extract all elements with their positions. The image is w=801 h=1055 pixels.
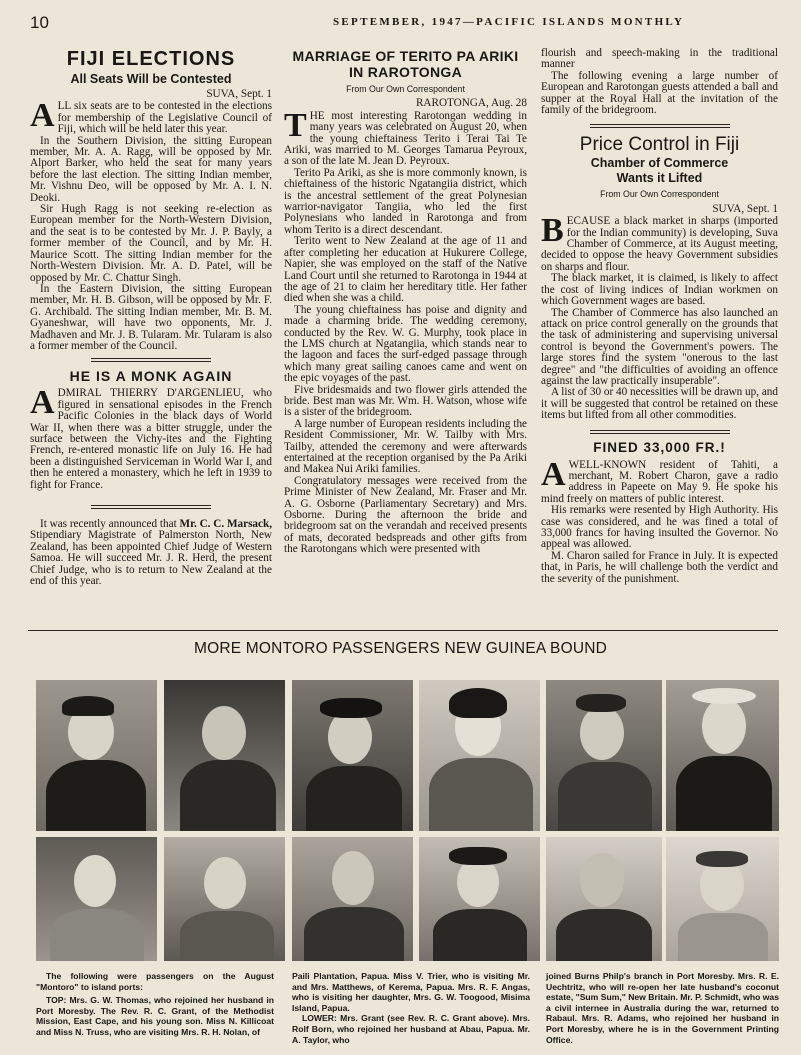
- dropcap: B: [541, 212, 564, 250]
- territo-para-2: Terito Pa Ariki, as she is more commonly known, is chieftainess of the historic Ngatangiia district, which is the ancestral settlement of the great Polynesian warrior-navigator Tangiia, who led the first Polynesians who landed in Rarotonga and from whom Terito is a direct descendant.: [284, 166, 527, 236]
- photo-mrs-grant: [36, 837, 157, 961]
- fiji-elections-dateline: SUVA, Sept. 1: [206, 88, 272, 100]
- column-middle: [284, 48, 527, 556]
- photo-miss-trier: [546, 680, 662, 831]
- territo-para-6: A large number of European residents including the Resident Commissioner, Mr. W. Tailby with Mrs. Tailby, attended the ceremony and were afterwards entertained at the reception organised by the Pa Ariki and Makea Nui Ariki families.: [284, 417, 527, 476]
- price-para-1: BECAUSE a black market in sharps (imported for the Indian community) is developing, Suva Chamber of Commerce, at its August meeting, decided to oppose the heavy Government subsidies on sharps and flour.: [541, 212, 778, 273]
- territo-correspondent: From Our Own Correspondent: [346, 84, 465, 94]
- photo-miss-truss: [419, 680, 540, 831]
- fined-para-3: M. Charon sailed for France in July. It is expected that, in Paris, he will challenge both the verdict and the severity of the punishment.: [541, 549, 778, 585]
- territo-para-5: Five bridesmaids and two flower girls attended the bride. Best man was Mr. Wm. H. Watson, whose wife is a sister of the bridegroom.: [284, 383, 527, 419]
- territo-para-9: The following evening a large number of European and Rarotongan guests attended a ball and supper at the Royal Hall at the invitation of the family of the bridegroom.: [541, 69, 778, 117]
- price-para-3: The Chamber of Commerce has also launched an attack on price control generally on the grounds that the task of administering and supervising universal control is beyond the Government's powers. The large stores find the system "onerous to the last degree" and "the difficulties of avoiding an offence against the law practically insuperable".: [541, 306, 778, 387]
- fined-title: FINED 33,000 FR.!: [593, 439, 726, 455]
- fiji-elections-para-1: ALL six seats are to be contested in the elections for membership of the Legislative Council of Fiji, which will be held later this year.: [30, 97, 272, 136]
- territo-para-4: The young chieftainess has poise and dignity and made a charming bride. The wedding ceremony, conducted by the Rev. W. G. Murphy, took place in the LMS church at Ngatangiia, which stands near to the lagoon and faces the surf-edged passage through which many great sailing canoes came and went on the epic voyages of the past.: [284, 303, 527, 385]
- territo-dateline: RAROTONGA, Aug. 28: [415, 97, 527, 110]
- price-title: Price Control in Fiji: [579, 134, 740, 156]
- price-subtitle-1: Chamber of Commerce: [590, 156, 729, 171]
- fiji-elections-para-3: Sir Hugh Ragg is not seeking re-election as European member for the North-Western Division, and the seat is to be contested by Mr. J. P. Bayly, a former member of the Council, and by Mr. H. Maurice Scott. The sitting Indian member for the North-Western Division. Mr. A. D. Patel, will be opposed by Mr. C. Chattur Singh.: [30, 203, 272, 284]
- divider: [91, 505, 211, 509]
- section-rule: [28, 630, 778, 631]
- territo-para-3: Terito went to New Zealand at the age of 11 and after completing her education at Hukurere College, Napier, she was employed on the staff of the Native Land Court until she returned to Rarotonga in 1944 at the age of 21 to claim her hereditary title. Her father died when she was a child.: [284, 235, 527, 305]
- photo-mrs-uechtritz: [419, 837, 540, 961]
- dropcap: A: [30, 97, 55, 135]
- fiji-elections-para-4: In the Eastern Division, the sitting European member, Mr. H. B. Gibson, will be opposed by Mr. F. G. Archibald. The sitting Indian member, Mr. B. M. Gyaneshwar, will have two opponents, Mr. J. Madhaven and Mr. J. B. Tularam. Mr. Tularam is also a former member of the Council.: [30, 282, 272, 352]
- photo-caption-3: [546, 971, 779, 1045]
- monk-para-1: ADMIRAL THIERRY D'ARGENLIEU, who figured in sensational episodes in the French Pacific Colonies in the black days of World War II, when there was a bitter struggle, under the surface between the Vichy-ites and the Fighting French, re-entered monastic life on July 16. He had been a distinguished Serviceman in World War I, and then he entered a monastery, which he left in 1939 to fight for France.: [30, 384, 272, 491]
- dropcap: T: [284, 106, 307, 144]
- photo-mr-taylor: [292, 837, 413, 961]
- photo-miss-killicoat: [292, 680, 413, 831]
- caption-middle: Paili Plantation, Papua. Miss V. Trier, who is visiting Mr. and Mrs. Matthews, of Kerema, Papua. Mrs. R. F. Angas, who is visiting her daughter, Mrs. G. W. Toogood, Misima Island, Papua.: [292, 971, 530, 1013]
- photo-mrs-thomas: [36, 680, 157, 831]
- column-right: [541, 48, 778, 585]
- masthead: SEPTEMBER, 1947—PACIFIC ISLANDS MONTHLY: [333, 16, 685, 28]
- page-header: [0, 0, 801, 46]
- caption-top: TOP: Mrs. G. W. Thomas, who rejoined her husband in Port Moresby. The Rev. R. C. Grant, of the Methodist Mission, East Cape, and his young son. Miss N. Killicoat and Miss N. Truss, who are visiting Mrs. R. H. Nolan, of: [36, 995, 274, 1037]
- dropcap: A: [541, 455, 566, 493]
- fiji-elections-para-2: In the Southern Division, the sitting European member, Mr. A. A. Ragg, will be opposed by Mr. Alport Barker, who held the seat for many years before the last election. The sitting Indian member, Mr. Vishnu Deo, will be opposed by Mr. A. I. N. Deoki.: [30, 134, 272, 204]
- column-left: [30, 48, 272, 587]
- caption-right: joined Burns Philp's branch in Port Moresby. Mrs. R. E. Uechtritz, who will re-open her late husband's coconut estate, "Sum Sum," New Britain. Mr. P. Schmidt, who was a civil internee in Australia during the war, returned to Rabaul. Mrs. R. Adams, who rejoined her husband in Port Moresby, where he is in the Government Printing Office.: [546, 971, 779, 1045]
- photo-mrs-born: [164, 837, 285, 961]
- fiji-elections-title: FIJI ELECTIONS: [66, 48, 236, 70]
- price-para-2: The black market, it is claimed, is likely to affect the cost of living indices of Indian workmen on which Government wages are based.: [541, 272, 778, 308]
- divider: [590, 430, 730, 434]
- price-subtitle-2: Wants it Lifted: [616, 171, 703, 186]
- fined-para-1: AWELL-KNOWN resident of Tahiti, a merchant, M. Robert Charon, gave a radio address in Papeete on May 9. He spoke his mind freely on matters of public interest.: [541, 455, 778, 505]
- territo-para-7: Congratulatory messages were received from the Prime Minister of New Zealand, Mr. Fraser and Mr. A. G. Osborne (Parliamentary Secretary) and Mrs. Osborne. During the afternoon the bride and bridegroom sat on the verandah and received presents of mats, decorated bedspreads and other gifts from the Rarotongans which were presented with: [284, 474, 527, 556]
- fiji-elections-subtitle: All Seats Will be Contested: [70, 72, 232, 86]
- price-correspondent: From Our Own Correspondent: [600, 189, 719, 200]
- page-number: 10: [30, 13, 49, 32]
- caption-lower: LOWER: Mrs. Grant (see Rev. R. C. Grant above). Mrs. Rolf Born, who rejoined her husband at Abau, Papua. Mr. A. Taylor, who: [292, 1013, 530, 1045]
- photo-mrs-adams: [666, 837, 779, 961]
- price-para-4: A list of 30 or 40 necessities will be drawn up, and it will be suggested that control be retained on these items but lifted from all other commodities.: [541, 386, 778, 422]
- photo-mr-schmidt: [546, 837, 662, 961]
- caption-intro: The following were passengers on the August "Montoro" to island ports:: [36, 971, 274, 992]
- territo-para-1: THE most interesting Rarotongan wedding in many years was celebrated on August 20, when the young chieftainess Terito i Terai Tai Te Ariki, was married to M. Georges Tamarua Peyroux, a son of the late M. Jean D. Peyroux.: [284, 106, 527, 168]
- divider: [91, 358, 211, 362]
- photo-mrs-angas: [666, 680, 779, 831]
- territo-title: MARRIAGE OF TERITO PA ARIKI IN RAROTONGA: [292, 48, 519, 80]
- divider: [590, 124, 730, 128]
- territo-para-8: flourish and speech-making in the traditional manner: [541, 47, 778, 71]
- photo-banner: MORE MONTORO PASSENGERS NEW GUINEA BOUND: [193, 640, 608, 657]
- photo-caption-1: [36, 971, 274, 1038]
- photo-rev-grant: [164, 680, 285, 831]
- price-dateline: SUVA, Sept. 1: [712, 202, 778, 215]
- photo-caption-2: [292, 971, 530, 1045]
- marsack-para: It was recently announced that Mr. C. C. Marsack, Stipendiary Magistrate of Palmerston North, New Zealand, has been appointed Chief Judge of Western Samoa. He will succeed Mr. J. R. Herd, the present Chief Judge, who is to return to New Zealand at the end of this year.: [30, 518, 273, 588]
- dropcap: A: [30, 384, 55, 422]
- monk-title: HE IS A MONK AGAIN: [69, 368, 233, 385]
- fined-para-2: His remarks were resented by High Authority. His case was considered, and he was fined a total of 33,000 francs for having insulted the Governor. No appeal was allowed.: [541, 504, 778, 551]
